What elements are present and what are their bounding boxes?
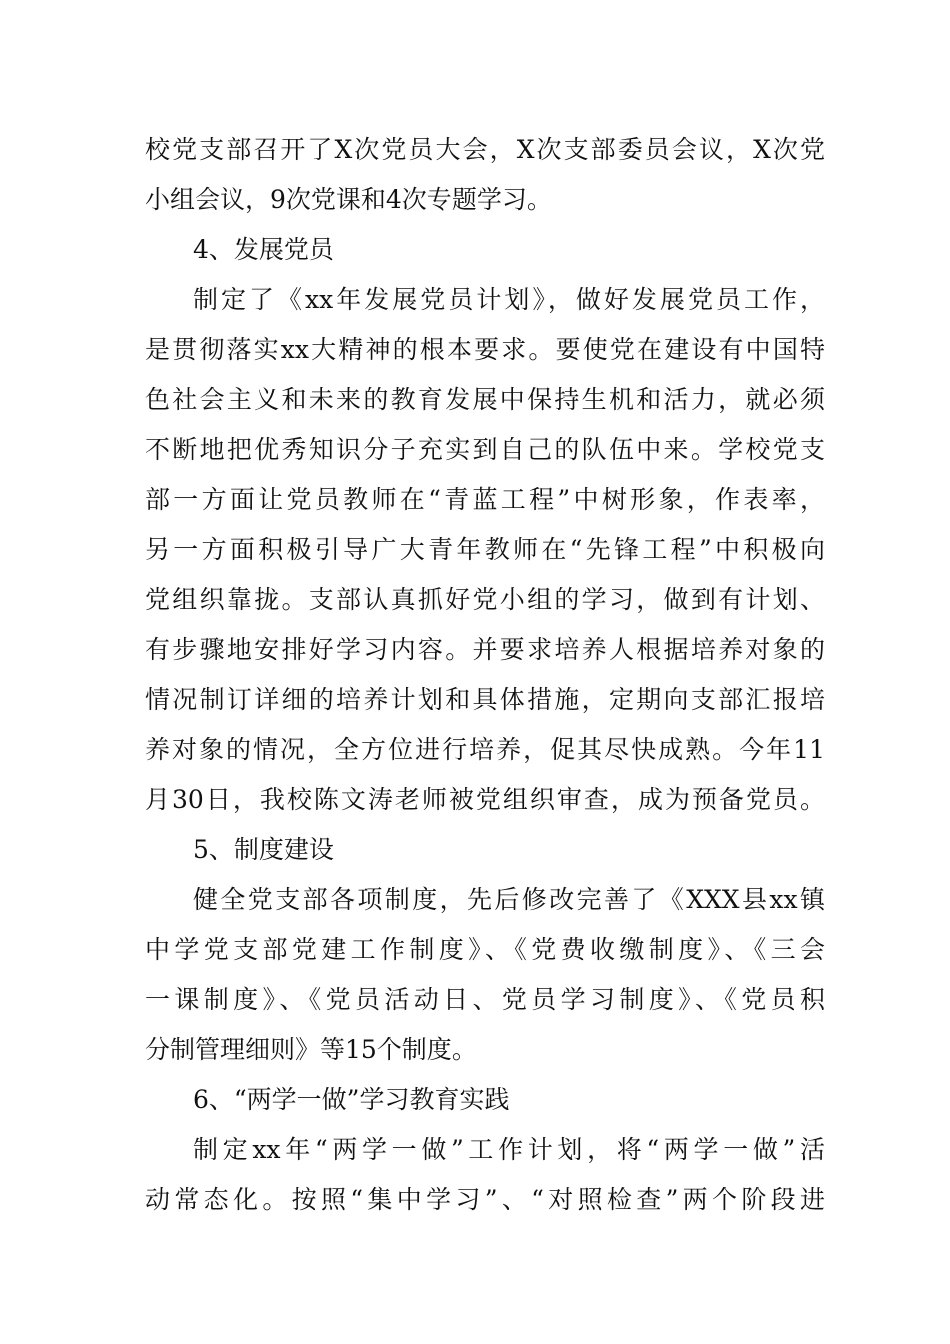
body-text-line: 情况制订详细的培养计划和具体措施，定期向支部汇报培 [145, 685, 825, 714]
section-heading: 6、“两学一做”学习教育实践 [193, 1085, 510, 1114]
body-text-line: 中学党支部党建工作制度》、《党费收缴制度》、《三会 [145, 935, 825, 964]
body-text-line: 另一方面积极引导广大青年教师在“先锋工程”中积极向 [145, 535, 825, 564]
body-text-line: 是贯彻落实xx大精神的根本要求。要使党在建设有中国特 [145, 335, 825, 364]
body-text-line: 健全党支部各项制度，先后修改完善了《XXX县xx镇 [193, 885, 825, 914]
body-text-line: 有步骤地安排好学习内容。并要求培养人根据培养对象的 [145, 635, 825, 664]
body-text-line: 色社会主义和未来的教育发展中保持生机和活力，就必须 [145, 385, 825, 414]
body-text-line: 月30日，我校陈文涛老师被党组织审查，成为预备党员。 [145, 785, 825, 814]
body-text-line: 分制管理细则》等15个制度。 [145, 1035, 477, 1064]
body-text-line: 制定了《xx年发展党员计划》，做好发展党员工作， [193, 285, 825, 314]
body-text-line: 校党支部召开了X次党员大会，X次支部委员会议，X次党 [145, 135, 825, 164]
section-heading: 4、发展党员 [193, 235, 334, 264]
body-text-line: 党组织靠拢。支部认真抓好党小组的学习，做到有计划、 [145, 585, 825, 614]
body-text-line: 动常态化。按照“集中学习”、“对照检查”两个阶段进 [145, 1185, 825, 1214]
body-text-line: 小组会议，9次党课和4次专题学习。 [145, 185, 552, 214]
body-text-line: 制定xx年“两学一做”工作计划，将“两学一做”活 [193, 1135, 825, 1164]
body-text-line: 一课制度》、《党员活动日、党员学习制度》、《党员积 [145, 985, 825, 1014]
section-heading: 5、制度建设 [193, 835, 334, 864]
body-text-line: 不断地把优秀知识分子充实到自己的队伍中来。学校党支 [145, 435, 825, 464]
body-text-line: 部一方面让党员教师在“青蓝工程”中树形象，作表率， [145, 485, 825, 514]
body-text-line: 养对象的情况，全方位进行培养，促其尽快成熟。今年11 [145, 735, 825, 764]
